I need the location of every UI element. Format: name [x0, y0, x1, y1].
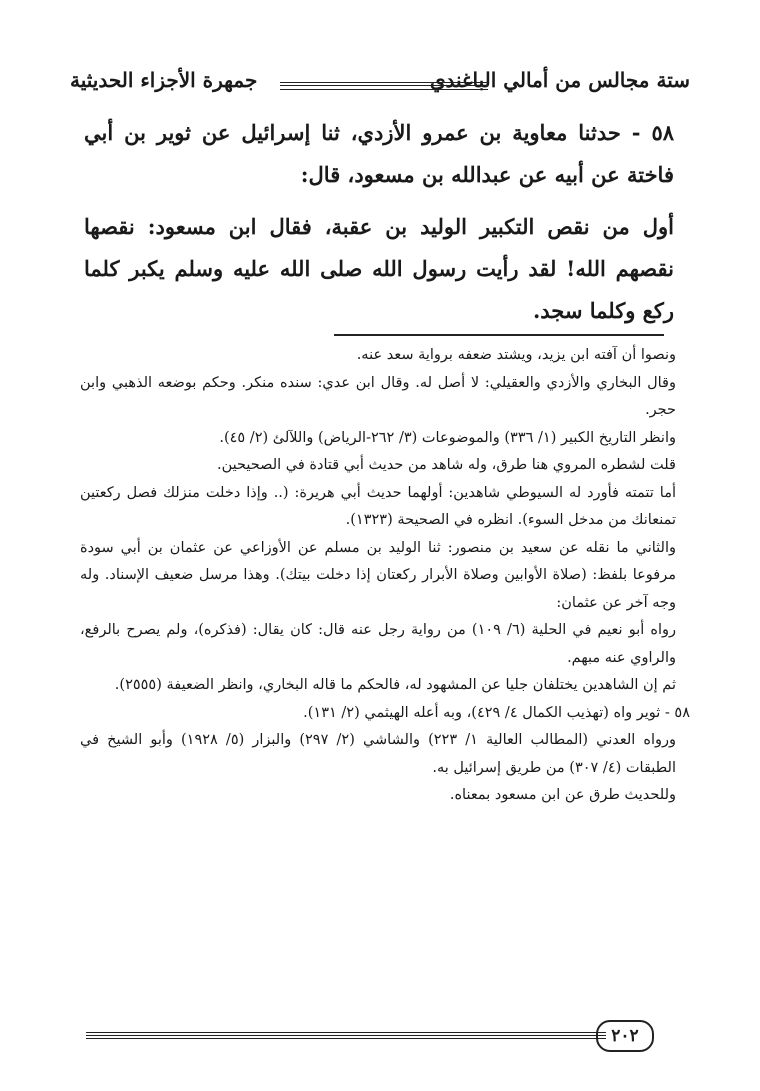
footnote-line: ثم إن الشاهدين يختلفان جليا عن المشهود له، فالحكم ما قاله البخاري، وانظر الضعيفة (٢٥٥٥). — [114, 677, 676, 693]
footnote-separator — [334, 334, 664, 336]
footnote-line: ورواه العدني (المطالب العالية ١/ ٢٢٣) والشاشي (٢/ ٢٩٧) والبزار (٥/ ١٩٢٨) وأبو الشيخ في الطبقات (٤/ ٣٠٧) من طريق إسرائيل به. — [80, 732, 677, 776]
footnotes — [80, 342, 690, 810]
main-text — [84, 112, 674, 332]
header-divider — [280, 82, 488, 90]
footer-divider — [86, 1032, 606, 1039]
page-number: ٢٠٢ — [596, 1020, 654, 1052]
hadith-matn: أول من نقص التكبير الوليد بن عقبة، فقال ابن مسعود: نقصها نقصهم الله! لقد رأيت رسول الله صلى الله عليه وسلم يكبر كلما ركع وكلما سجد. — [84, 214, 674, 323]
running-header — [70, 68, 690, 108]
footnote-line: ونصوا أن آفته ابن يزيد، ويشتد ضعفه برواية سعد عنه. — [356, 347, 676, 363]
footnote-line: أما تتمته فأورد له السيوطي شاهدين: أولهما حديث أبي هريرة: (.. وإذا دخلت منزلك فصل ركعتين تمنعانك من مدخل السوء). انظره في الصحيحة (١٣٢٣). — [80, 484, 676, 528]
footnote-line: وقال البخاري والأزدي والعقيلي: لا أصل له. وقال ابن عدي: سنده منكر. وحكم بوضعه الذهبي وابن حجر. — [80, 374, 676, 418]
hadith-isnad: ٥٨ - حدثنا معاوية بن عمرو الأزدي، ثنا إسرائيل عن ثوير بن أبي فاختة عن أبيه عن عبدالله بن مسعود، قال: — [84, 120, 674, 187]
page-footer — [86, 1020, 682, 1050]
footnote-line: وللحديث طرق عن ابن مسعود بمعناه. — [449, 787, 676, 803]
series-title: جمهرة الأجزاء الحديثية — [70, 68, 258, 92]
book-title: ستة مجالس من أمالي الباغندي — [429, 68, 690, 92]
footnote-line: قلت لشطره المروي هنا طرق، وله شاهد من حديث أبي قتادة في الصحيحين. — [217, 457, 676, 473]
footnote-line: ٥٨ - ثوير واه (تهذيب الكمال ٤/ ٤٢٩)، وبه أعله الهيثمي (٢/ ١٣١). — [303, 704, 690, 721]
footnote-line: والثاني ما نقله عن سعيد بن منصور: ثنا الوليد بن مسلم عن الأوزاعي عن عثمان بن أبي سودة مرفوعا بلفظ: (صلاة الأوابين وصلاة الأبرار ركعتان إذا دخلت بيتك). وهذا مرسل ضعيف الإسناد. وله وجه آخر عن عثمان: — [80, 539, 676, 611]
footnote-line: رواه أبو نعيم في الحلية (٦/ ١٠٩) من رواية رجل عنه قال: كان يقال: (فذكره)، ولم يصرح بالرفع، والراوي عنه مبهم. — [80, 622, 677, 666]
footnote-line: وانظر التاريخ الكبير (١/ ٣٣٦) والموضوعات (٣/ ٢٦٢-الرياض) واللآلئ (٢/ ٤٥). — [219, 429, 676, 446]
